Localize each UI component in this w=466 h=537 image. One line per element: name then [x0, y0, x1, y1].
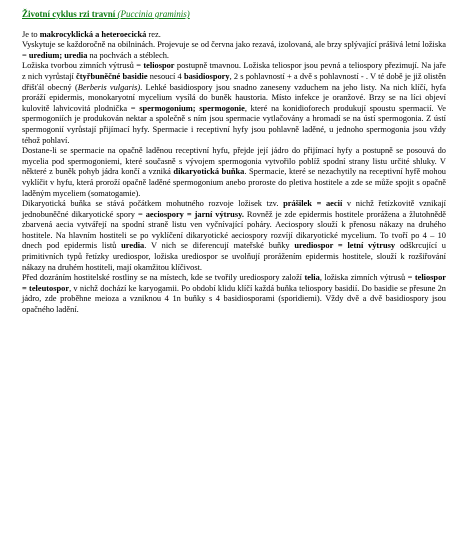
paragraph: [22, 61, 446, 146]
title-main: Životní cyklus rzi travní: [22, 9, 118, 19]
text-run: , ložiska zimních výtrusů =: [319, 273, 415, 283]
document-title: [22, 9, 446, 20]
text-run: Vyskytuje se každoročně na obilninách. Projevuje se od června jako rezavá, izolovaná, ale brzy splývající prášivá letní ložiska =: [22, 40, 446, 60]
text-run: postupně tmavnou. Ložiska teliospor jsou pevná a teliospory přezimují. Na jaře z nich vyrůstají: [22, 61, 446, 81]
bold-term: makrocyklická a heteroecická: [39, 29, 147, 39]
bold-term: urediospor = letní výtrusy: [294, 241, 396, 251]
italic-term: Berberis vulgaris): [77, 82, 141, 92]
document-body: [22, 30, 446, 316]
document-page: [22, 9, 446, 316]
paragraph: [22, 30, 446, 41]
bold-term: teliospor: [143, 61, 175, 71]
bold-term: čtyřbuněčné basidie: [76, 71, 148, 81]
text-run: Je to: [22, 29, 40, 39]
text-run: odškrcující u primitivních typů řetízky urediospor, ložiska urediospor se uvolňují prorážením epidermis hostitele, slouží k rozšiřování nákazy na druhém hostiteli, mají okamžitou klíčivost.: [22, 241, 446, 272]
text-run: , v nichž dochází ke karyogamii. Po období klidu klíčí každá buňka teliospory basidií. Do basidie se přesune 2n jádro, zde proběhne meioza a vzniknou 4 1n buňky s 4 basidiosporami (sporidiemi). Vždy dvě a dvě basidiospory jsou opačného ladění.: [22, 283, 446, 315]
bold-term: basidiospory: [183, 71, 230, 81]
bold-term: teliospor = teleutospor: [22, 273, 446, 293]
paragraph: [22, 273, 446, 315]
text-run: , které na konidioforech produkují spoustu spermacií. Ve spermogoniích je produkován nektar a společně s ním jsou spermacie vytlačovány a hromadí se na ústí spermogonia. Z ústí spermogonií vyrůstají přijímací hyfy. Spermacie i receptivní hyfy jsou pohlavně laděné, u jednoho spermogonia jsou vždy téhož pohlaví.: [22, 103, 447, 145]
text-run: Dostane-li se spermacie na opačně laděnou receptivní hyfu, přejde její jádro do přijímací hyfy a postupně se posouvá do mycelia pod spermogoniemi, které současně s vývojem spermogonia vytvořilo poblíž spodní strany listu určité shluky. V některé z buněk pohyb jádra končí a vzniká: [22, 146, 446, 177]
text-run: Rovněž je zde epidermis hostitele prorážena a žlutohnědě zbarvená aecia vytvářejí na spodní straně listu ven vyčnívající poháry. Aeciospory slouží k přenosu nákazy na druhého hostitele. Na hlavním hostiteli se po vyklíčení dikaryotické aeciospory rozvíjí dikaryotické mycelium. To tvoří po 4 – 10 dnech pod epidermis listů: [22, 209, 447, 251]
bold-term: spermogonium; spermogonie: [139, 103, 245, 113]
text-run: rez.: [146, 29, 161, 39]
paragraph: [22, 199, 446, 273]
paragraph: [22, 40, 446, 61]
bold-term: uredia: [121, 241, 145, 251]
bold-term: uredium; uredia: [28, 50, 88, 60]
bold-term: telia: [304, 273, 320, 283]
text-run: . Lehké basidiospory jsou snadno zaneseny vzduchem na jeho listy. Na nich klíčí, hyfa proráží epidermis, monokaryotní mycelium vysílá do buněk haustoria. Místo infekce je oranžové. Brzy se na líci objeví kulovitě lahvicovitá plodnička =: [22, 82, 446, 113]
paragraph: [22, 146, 446, 199]
text-run: v nichž řetízkovitě vznikají jednobuněčné dikaryotické spory =: [22, 199, 446, 219]
bold-term: dikaryotická buňka: [173, 167, 245, 177]
bold-term: aeciospory = jarní výtrusy.: [145, 209, 244, 219]
title-latin: (Puccinia graminis): [117, 9, 190, 19]
text-run: Dikaryotická buňka se stává počátkem mohutného rozvoje ložisek tzv.: [22, 199, 284, 209]
text-run: . Spermacie, které se nezachytily na receptivní hyfě mohou vyklíčit v hyfu, která proroží opačně laděné spermogonium anebo proroste do pletiva hostitele a zde se může spojit s opačně laděným myceliem (somatogamie).: [22, 167, 446, 198]
text-run: na pochvách a stéblech.: [87, 50, 170, 60]
text-run: Ložiska tvorbou zimních výtrusů =: [22, 61, 144, 71]
text-run: , 2 s pohlavností + a dvě s pohlavností - . V té době je již olistěn dřišťál obecný (: [22, 71, 446, 92]
bold-term: prášilek = aecií: [283, 199, 343, 209]
text-run: Před dozráním hostitelské rostliny se na místech, kde se tvořily urediospory založí: [22, 273, 305, 283]
text-run: nesoucí 4: [147, 71, 184, 81]
text-run: . V nich se diferencují mateřské buňky: [144, 241, 295, 251]
